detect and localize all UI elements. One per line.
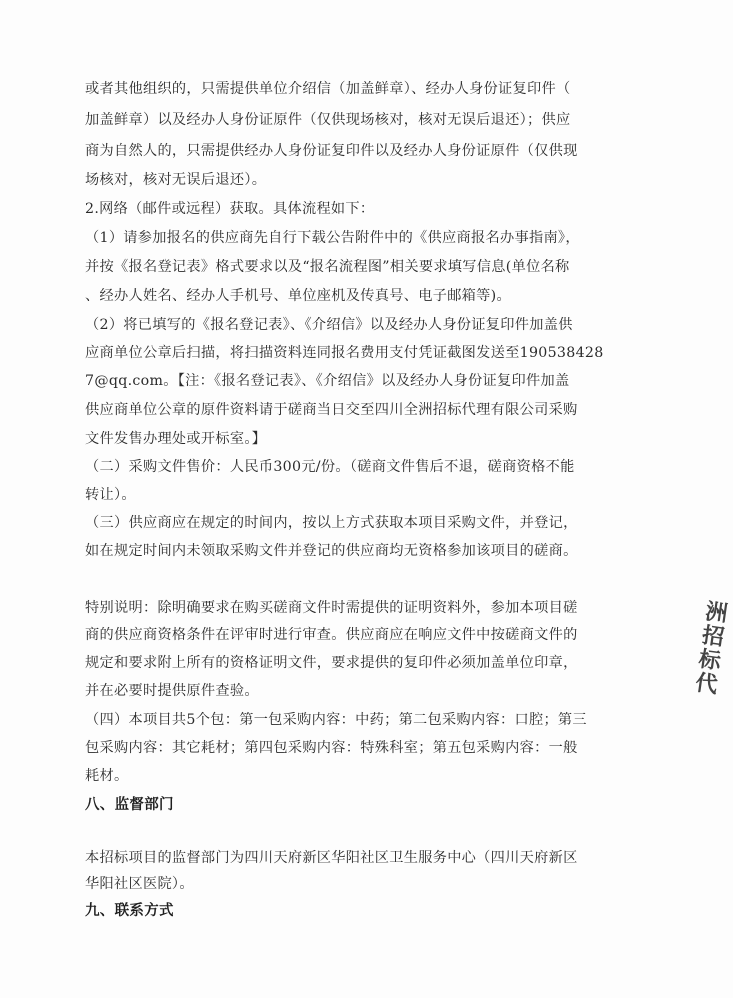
seal-stamp	[690, 598, 730, 720]
section-heading: 九、联系方式	[85, 902, 174, 919]
text-line: （三）供应商应在规定的时间内，按以上方式获取本项目采购文件，并登记，	[85, 515, 578, 531]
text-line: （1）请参加报名的供应商先自行下载公告附件中的《供应商报名办事指南》，	[85, 230, 580, 246]
stamp-text: 洲招标代	[690, 598, 730, 698]
text-line: 7@qq.com。【注：《报名登记表》、《介绍信》以及经办人身份证复印件加盖	[85, 373, 570, 389]
text-line: 并在必要时提供原件查验。	[85, 683, 259, 699]
text-line: 应商单位公章后扫描，将扫描资料连同报名费用支付凭证截图发送至190538428	[85, 345, 604, 361]
text-line: 文件发售办理处或开标室。】	[85, 431, 267, 447]
text-line: 耗材。	[85, 768, 129, 784]
section-heading: 八、监督部门	[85, 796, 174, 813]
text-line: 2.网络（邮件或远程）获取。具体流程如下：	[85, 201, 375, 217]
text-line: （二）采购文件售价：人民币300元/份。（磋商文件售后不退，磋商资格不能	[85, 459, 575, 475]
text-line: 商的供应商资格条件在评审时进行审查。供应商应在响应文件中按磋商文件的	[85, 627, 578, 643]
text-line: 特别说明：除明确要求在购买磋商文件时需提供的证明资料外，参加本项目磋	[85, 600, 578, 616]
text-line: 转让）。	[85, 487, 136, 503]
text-line: 并按《报名登记表》格式要求以及“报名流程图”相关要求填写信息(单位名称	[85, 259, 570, 275]
text-line: 场核对，核对无误后退还）。	[85, 172, 267, 188]
text-line: 、经办人姓名、经办人手机号、单位座机及传真号、电子邮箱等)。	[85, 288, 511, 304]
text-line: （2）将已填写的《报名登记表》、《介绍信》以及经办人身份证复印件加盖供	[85, 317, 573, 333]
text-line: 供应商单位公章的原件资料请于磋商当日交至四川全洲招标代理有限公司采购	[85, 402, 578, 418]
text-line: 如在规定时间内未领取采购文件并登记的供应商均无资格参加该项目的磋商。	[85, 543, 578, 559]
text-line: 规定和要求附上所有的资格证明文件，要求提供的复印件必须加盖单位印章，	[85, 655, 578, 671]
text-line: 华阳社区医院）。	[85, 876, 194, 892]
text-line: 加盖鲜章）以及经办人身份证原件（仅供现场核对，核对无误后退还）；供应	[85, 112, 571, 128]
text-line: 或者其他组织的，只需提供单位介绍信（加盖鲜章）、经办人身份证复印件（	[85, 81, 571, 97]
text-line: 本招标项目的监督部门为四川天府新区华阳社区卫生服务中心（四川天府新区	[85, 850, 578, 866]
text-line: （四）本项目共5个包：第一包采购内容：中药；第二包采购内容：口腔；第三	[85, 712, 587, 728]
text-line: 商为自然人的，只需提供经办人身份证复印件以及经办人身份证原件（仅供现	[85, 143, 578, 159]
text-line: 包采购内容：其它耗材；第四包采购内容：特殊科室；第五包采购内容：一般	[85, 740, 578, 756]
